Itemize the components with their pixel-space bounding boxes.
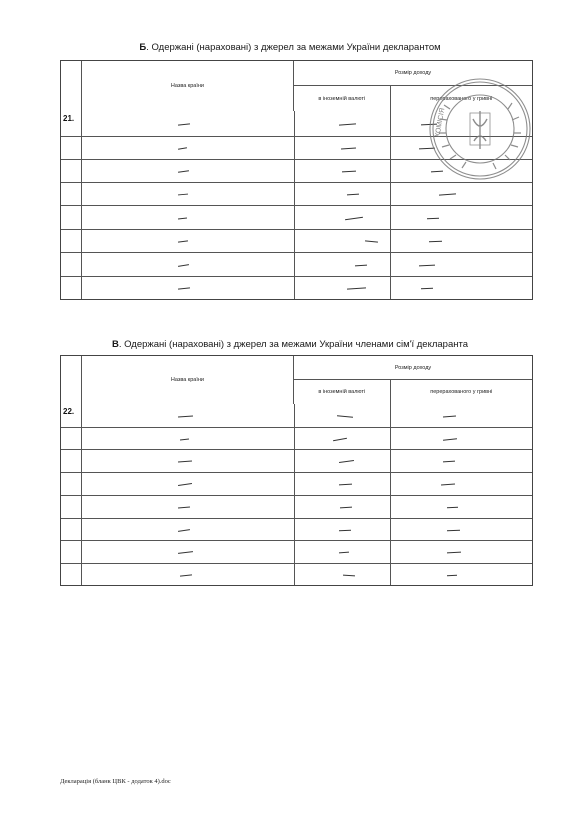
empty-entry-dash xyxy=(443,461,455,463)
empty-entry-dash xyxy=(427,217,439,218)
table-row xyxy=(61,472,532,495)
empty-entry-dash xyxy=(343,574,355,576)
section-b-income-header: Розмір доходу xyxy=(294,61,532,86)
empty-entry-dash xyxy=(447,529,460,530)
empty-entry-dash xyxy=(178,240,188,242)
empty-entry-dash xyxy=(339,484,352,486)
section-b-country-header: Назва країни xyxy=(81,61,293,111)
empty-entry-dash xyxy=(345,216,363,219)
empty-entry-dash xyxy=(355,264,367,266)
empty-entry-dash xyxy=(178,194,188,196)
empty-entry-dash xyxy=(178,217,187,219)
section-v-income-header: Розмір доходу xyxy=(294,356,532,380)
section-v-foreign-header: в іноземній валюті xyxy=(318,389,366,395)
empty-entry-dash xyxy=(180,574,192,576)
empty-entry-dash xyxy=(339,529,351,530)
empty-entry-dash xyxy=(178,529,190,532)
empty-entry-dash xyxy=(339,552,349,554)
empty-entry-dash xyxy=(178,170,189,173)
empty-entry-dash xyxy=(347,194,359,196)
section-b-foreign-header: в іноземній валюті xyxy=(318,95,366,102)
table-row xyxy=(61,518,532,540)
section-b-title xyxy=(0,42,580,53)
table-row xyxy=(61,563,532,585)
empty-entry-dash xyxy=(178,506,190,508)
section-v-rows xyxy=(61,404,532,585)
empty-entry-dash xyxy=(419,264,435,266)
section-v-header-row xyxy=(61,356,532,404)
table-row xyxy=(61,540,532,563)
section-v-title-text: . Одержані (нараховані) з джерел за межами України членами сім'ї декларанта xyxy=(118,339,469,350)
empty-entry-dash xyxy=(178,123,190,125)
empty-entry-dash xyxy=(337,415,353,417)
empty-entry-dash xyxy=(339,460,354,463)
section-b-uah-header: перерахованого у гривні xyxy=(390,86,532,111)
empty-entry-dash xyxy=(429,241,442,242)
table-row xyxy=(61,495,532,518)
empty-entry-dash xyxy=(178,264,189,267)
table-row xyxy=(61,449,532,472)
table-row xyxy=(61,404,532,427)
stamp-ring-text: КОМІСІЯ xyxy=(434,107,447,138)
section-b-letter: Б xyxy=(139,42,147,53)
empty-entry-dash xyxy=(443,438,457,440)
table-row xyxy=(61,427,532,449)
section-b-title-text: . Одержані (нараховані) з джерел за межами України декларантом xyxy=(146,42,441,53)
empty-entry-dash xyxy=(340,507,352,509)
empty-entry-dash xyxy=(178,287,190,289)
empty-entry-dash xyxy=(365,240,378,242)
row-number: 21. xyxy=(63,114,75,123)
section-v-country-header: Назва країни xyxy=(81,356,293,404)
table-row xyxy=(61,182,532,205)
row-number: 22. xyxy=(63,407,75,416)
section-v-title xyxy=(0,339,580,350)
empty-entry-dash xyxy=(439,193,456,195)
empty-entry-dash xyxy=(178,415,193,417)
empty-entry-dash xyxy=(447,574,457,576)
table-row xyxy=(61,229,532,252)
empty-entry-dash xyxy=(178,147,187,150)
empty-entry-dash xyxy=(339,123,356,125)
empty-entry-dash xyxy=(447,552,461,554)
empty-entry-dash xyxy=(421,288,433,289)
empty-entry-dash xyxy=(178,461,192,463)
empty-entry-dash xyxy=(447,507,458,509)
empty-entry-dash xyxy=(441,484,455,486)
table-row xyxy=(61,252,532,276)
footer-filename: Декларація (бланк ЦВК - додаток 4).doc xyxy=(60,778,171,785)
empty-entry-dash xyxy=(178,551,193,554)
empty-entry-dash xyxy=(178,483,192,486)
table-row xyxy=(61,205,532,229)
empty-entry-dash xyxy=(347,287,366,289)
section-v-table xyxy=(60,355,533,586)
empty-entry-dash xyxy=(333,437,347,440)
section-v-uah-header: перерахованого у гривні xyxy=(390,380,532,404)
official-stamp xyxy=(426,75,534,183)
empty-entry-dash xyxy=(180,438,189,440)
section-v-letter: В xyxy=(111,339,119,350)
empty-entry-dash xyxy=(443,415,456,417)
table-row xyxy=(61,276,532,299)
empty-entry-dash xyxy=(341,147,356,149)
empty-entry-dash xyxy=(342,171,356,173)
